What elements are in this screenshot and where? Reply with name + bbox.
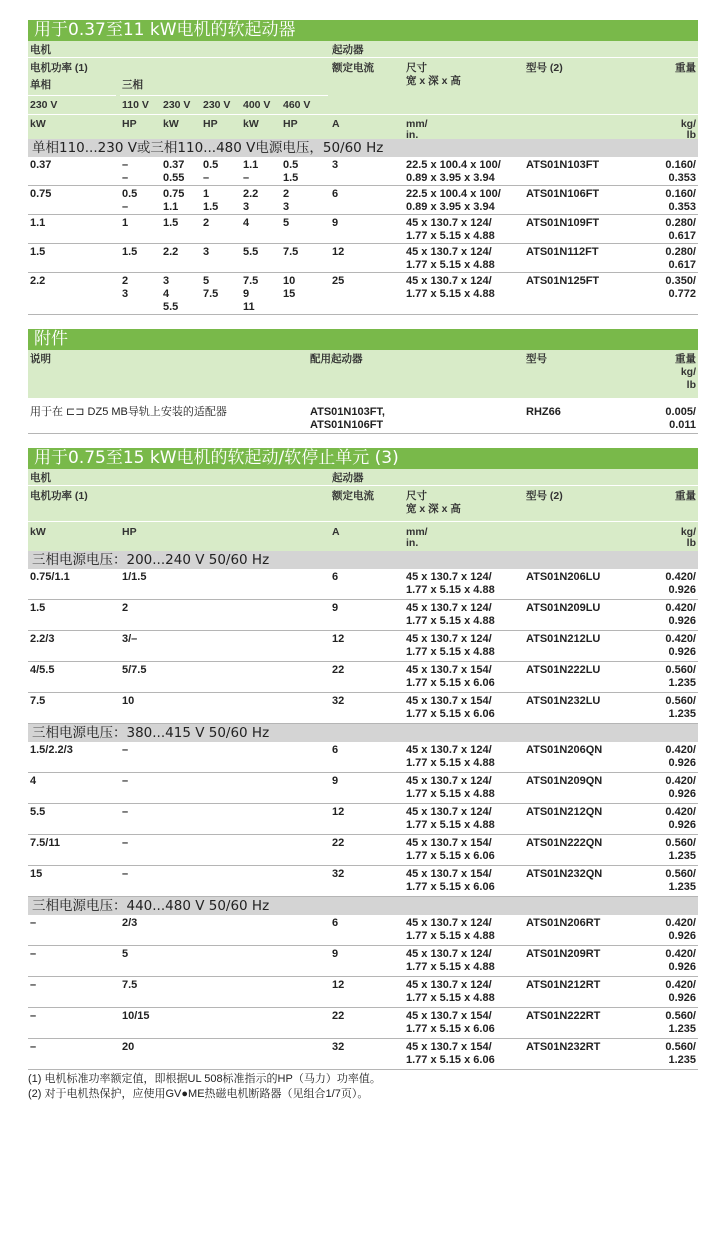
cell-model: ATS01N222RT [526, 1010, 601, 1022]
cell-hp: – [122, 868, 129, 880]
cell-current: 12 [332, 633, 345, 645]
u-in: in. [406, 129, 419, 141]
footnote-2: (2) 对于电机热保护，应使用GV●ME热磁电机断路器（见组合1/7页）。 [28, 1088, 369, 1100]
cell-kw-400: 7.5 9 11 [243, 275, 259, 313]
cell-hp-460: 2 3 [283, 188, 290, 213]
cell-current: 32 [332, 868, 345, 880]
h-model: 型号 (2) [526, 62, 563, 74]
cell-model: ATS01N212RT [526, 979, 601, 991]
v-460: 460 V [283, 99, 311, 111]
u-a: A [332, 118, 340, 130]
cell-hp-460: 0.5 1.5 [283, 159, 299, 184]
cell-kw: 1.5/2.2/3 [30, 744, 73, 756]
cell-dimensions: 22.5 x 100.4 x 100/ 0.89 x 3.95 x 3.94 [406, 159, 501, 184]
cell-model: ATS01N206LU [526, 571, 601, 583]
cell-dimensions: 45 x 130.7 x 124/ 1.77 x 5.15 x 4.88 [406, 246, 495, 271]
cell-dimensions: 45 x 130.7 x 124/ 1.77 x 5.15 x 4.88 [406, 775, 495, 800]
cell-kw-single: 1.5 [30, 246, 46, 258]
h-kg: kg/ [680, 366, 696, 378]
u-lb: lb [686, 537, 696, 549]
cell-current: 12 [332, 246, 345, 258]
unit-row [28, 631, 698, 662]
cell-current: 32 [332, 695, 345, 707]
accessory-row [28, 398, 698, 434]
cell-kw-single: 1.1 [30, 217, 46, 229]
cell-kw: – [30, 948, 37, 960]
catalog-page [28, 20, 698, 1102]
h-single: 单相 [30, 79, 51, 91]
cell-current: 32 [332, 1041, 345, 1053]
cell-current: 6 [332, 744, 339, 756]
cell-weight: 0.420/ 0.926 [665, 744, 696, 769]
cell-model: ATS01N109FT [526, 217, 600, 229]
u-kw: kW [30, 118, 46, 130]
cell-model: ATS01N232LU [526, 695, 601, 707]
cell-weight: 0.280/ 0.617 [665, 246, 696, 271]
cell-hp: – [122, 806, 129, 818]
starter-row [28, 244, 698, 273]
cell-hp-110: 1 [122, 217, 129, 229]
cell-kw-230: 0.37 0.55 [163, 159, 185, 184]
cell-current: 25 [332, 275, 345, 287]
u-mm: mm/ [406, 526, 428, 538]
cell-kw: – [30, 1041, 37, 1053]
u-hp: HP [122, 118, 137, 130]
cell-hp: 10/15 [122, 1010, 150, 1022]
cell-model: ATS01N206RT [526, 917, 601, 929]
cell-kw-400: 5.5 [243, 246, 259, 258]
v-400: 400 V [243, 99, 271, 111]
cell-hp: 3/– [122, 633, 138, 645]
unit-row [28, 569, 698, 600]
cell-current: 6 [332, 571, 339, 583]
h-power: 电机功率 (1) [30, 490, 88, 502]
cell-hp: 7.5 [122, 979, 138, 991]
cell-hp: 5/7.5 [122, 664, 147, 676]
cell-weight: 0.350/ 0.772 [665, 275, 696, 300]
cell-hp: 5 [122, 948, 129, 960]
cell-weight: 0.160/ 0.353 [665, 188, 696, 213]
footnote-1: (1) 电机标准功率额定值，即根据UL 508标准指示的HP（马力）功率值。 [28, 1073, 381, 1085]
h-starter: 起动器 [332, 44, 364, 56]
cell-hp-110: 0.5 – [122, 188, 138, 213]
h-current: 额定电流 [332, 490, 374, 502]
h-model: 型号 (2) [526, 490, 563, 502]
section3-header [28, 469, 698, 551]
cell-kw: 15 [30, 868, 43, 880]
cell-dimensions: 45 x 130.7 x 154/ 1.77 x 5.15 x 6.06 [406, 1010, 495, 1035]
cell-dimensions: 45 x 130.7 x 124/ 1.77 x 5.15 x 4.88 [406, 633, 495, 658]
unit-row [28, 1008, 698, 1039]
cell-weight: 0.420/ 0.926 [665, 917, 696, 942]
section3-title: 用于0.75至15 kW电机的软起动/软停止单元 (3) [28, 448, 698, 469]
cell-dimensions: 45 x 130.7 x 154/ 1.77 x 5.15 x 6.06 [406, 868, 495, 893]
cell-model: ATS01N212QN [526, 806, 603, 818]
cell-kw-230: 0.75 1.1 [163, 188, 185, 213]
u-mm: mm/ [406, 118, 428, 130]
u-hp: HP [283, 118, 298, 130]
cell-dimensions: 45 x 130.7 x 124/ 1.77 x 5.15 x 4.88 [406, 948, 495, 973]
cell-kw-single: 2.2 [30, 275, 46, 287]
section2-header [28, 350, 698, 398]
cell-model: ATS01N206QN [526, 744, 603, 756]
voltage-band: 三相电源电压：200...240 V 50/60 Hz [28, 551, 698, 569]
u-kw: kW [163, 118, 179, 130]
starter-row [28, 215, 698, 244]
cell-model: ATS01N112FT [526, 246, 599, 258]
cell-kw: – [30, 1010, 37, 1022]
cell-kw-400: 2.2 3 [243, 188, 259, 213]
h-three: 三相 [122, 79, 143, 91]
cell-kw-230: 3 4 5.5 [163, 275, 179, 313]
cell-hp: 2 [122, 602, 129, 614]
cell-model: ATS01N209RT [526, 948, 601, 960]
cell-hp-110: 2 3 [122, 275, 129, 300]
cell-dimensions: 45 x 130.7 x 124/ 1.77 x 5.15 x 4.88 [406, 217, 495, 242]
cell-kw: – [30, 979, 37, 991]
u-kw: kW [30, 526, 46, 538]
cell-current: 22 [332, 837, 345, 849]
u-in: in. [406, 537, 419, 549]
unit-row [28, 977, 698, 1008]
cell-kw: 4/5.5 [30, 664, 55, 676]
cell-dimensions: 22.5 x 100.4 x 100/ 0.89 x 3.95 x 3.94 [406, 188, 501, 213]
cell-kw-400: 4 [243, 217, 250, 229]
cell-current: 12 [332, 806, 345, 818]
cell-weight: 0.560/ 1.235 [665, 837, 696, 862]
cell-kw: – [30, 917, 37, 929]
accessory-weight: 0.005/ 0.011 [665, 406, 696, 431]
cell-dimensions: 45 x 130.7 x 124/ 1.77 x 5.15 x 4.88 [406, 275, 495, 300]
cell-dimensions: 45 x 130.7 x 154/ 1.77 x 5.15 x 6.06 [406, 664, 495, 689]
unit-row [28, 946, 698, 977]
cell-model: ATS01N232QN [526, 868, 603, 880]
h-current: 额定电流 [332, 62, 374, 74]
unit-row [28, 866, 698, 897]
cell-current: 9 [332, 775, 339, 787]
cell-model: ATS01N209QN [526, 775, 603, 787]
u-hp: HP [122, 526, 137, 538]
cell-weight: 0.560/ 1.235 [665, 1010, 696, 1035]
cell-kw-single: 0.75 [30, 188, 52, 200]
h-motor: 电机 [30, 44, 51, 56]
unit-row [28, 804, 698, 835]
cell-hp-460: 10 15 [283, 275, 296, 300]
h-weight: 重量 [675, 490, 696, 502]
h-dims: 尺寸 [406, 62, 427, 74]
h-weight: 重量 [675, 62, 696, 74]
cell-current: 22 [332, 1010, 345, 1022]
cell-current: 22 [332, 664, 345, 676]
h-starter: 起动器 [332, 472, 364, 484]
u-kw: kW [243, 118, 259, 130]
cell-weight: 0.160/ 0.353 [665, 159, 696, 184]
cell-weight: 0.420/ 0.926 [665, 633, 696, 658]
cell-dimensions: 45 x 130.7 x 124/ 1.77 x 5.15 x 4.88 [406, 979, 495, 1004]
section3-groups [28, 551, 698, 1070]
unit-row [28, 693, 698, 724]
cell-weight: 0.560/ 1.235 [665, 664, 696, 689]
cell-hp: 2/3 [122, 917, 138, 929]
cell-model: ATS01N222LU [526, 664, 601, 676]
cell-dimensions: 45 x 130.7 x 154/ 1.77 x 5.15 x 6.06 [406, 695, 495, 720]
cell-kw: 7.5/11 [30, 837, 60, 849]
unit-row [28, 835, 698, 866]
accessory-starters: ATS01N103FT, ATS01N106FT [310, 406, 385, 431]
h-dims: 尺寸 [406, 490, 427, 502]
section2-title: 附件 [28, 329, 698, 350]
v-230a: 230 V [163, 99, 191, 111]
cell-current: 9 [332, 602, 339, 614]
cell-current: 6 [332, 188, 339, 200]
cell-kw-single: 0.37 [30, 159, 52, 171]
cell-model: ATS01N232RT [526, 1041, 601, 1053]
cell-model: ATS01N212LU [526, 633, 601, 645]
h-lb: lb [686, 379, 696, 391]
h-starter: 配用起动器 [310, 353, 363, 365]
unit-row [28, 662, 698, 693]
starter-row [28, 186, 698, 215]
u-a: A [332, 526, 340, 538]
cell-hp-230: 0.5 – [203, 159, 219, 184]
cell-current: 9 [332, 217, 339, 229]
starter-row [28, 273, 698, 315]
cell-hp-460: 7.5 [283, 246, 299, 258]
voltage-band: 三相电源电压：440...480 V 50/60 Hz [28, 897, 698, 915]
cell-hp: – [122, 744, 129, 756]
cell-hp-110: – – [122, 159, 129, 184]
cell-model: ATS01N106FT [526, 188, 600, 200]
cell-kw: 7.5 [30, 695, 46, 707]
unit-row [28, 600, 698, 631]
cell-current: 12 [332, 979, 345, 991]
cell-current: 6 [332, 917, 339, 929]
h-weight: 重量 [675, 353, 696, 365]
cell-hp: 1/1.5 [122, 571, 147, 583]
u-kg: kg/ [680, 526, 696, 538]
footnotes [28, 1072, 698, 1102]
cell-hp-110: 1.5 [122, 246, 138, 258]
cell-hp: 10 [122, 695, 135, 707]
cell-kw: 0.75/1.1 [30, 571, 70, 583]
cell-kw-400: 1.1 – [243, 159, 259, 184]
h-motor: 电机 [30, 472, 51, 484]
unit-row [28, 742, 698, 773]
cell-dimensions: 45 x 130.7 x 124/ 1.77 x 5.15 x 4.88 [406, 806, 495, 831]
cell-weight: 0.420/ 0.926 [665, 806, 696, 831]
u-kg: kg/ [680, 118, 696, 130]
cell-model: ATS01N125FT [526, 275, 600, 287]
cell-weight: 0.420/ 0.926 [665, 571, 696, 596]
voltage-band: 三相电源电压：380...415 V 50/60 Hz [28, 724, 698, 742]
cell-hp-460: 5 [283, 217, 290, 229]
cell-weight: 0.560/ 1.235 [665, 1041, 696, 1066]
unit-row [28, 1039, 698, 1070]
cell-weight: 0.280/ 0.617 [665, 217, 696, 242]
cell-dimensions: 45 x 130.7 x 124/ 1.77 x 5.15 x 4.88 [406, 602, 495, 627]
cell-dimensions: 45 x 130.7 x 124/ 1.77 x 5.15 x 4.88 [406, 744, 495, 769]
v-230: 230 V [30, 99, 58, 111]
h-model: 型号 [526, 353, 547, 365]
h-power: 电机功率 (1) [30, 62, 88, 74]
cell-current: 9 [332, 948, 339, 960]
cell-model: ATS01N222QN [526, 837, 603, 849]
cell-kw: 2.2/3 [30, 633, 55, 645]
cell-dimensions: 45 x 130.7 x 154/ 1.77 x 5.15 x 6.06 [406, 1041, 495, 1066]
cell-kw-230: 1.5 [163, 217, 179, 229]
cell-kw: 4 [30, 775, 37, 787]
cell-hp: – [122, 837, 129, 849]
cell-dimensions: 45 x 130.7 x 124/ 1.77 x 5.15 x 4.88 [406, 917, 495, 942]
unit-row [28, 915, 698, 946]
u-hp: HP [203, 118, 218, 130]
cell-model: ATS01N209LU [526, 602, 601, 614]
section1-rows [28, 157, 698, 315]
cell-weight: 0.420/ 0.926 [665, 979, 696, 1004]
cell-kw: 5.5 [30, 806, 46, 818]
cell-weight: 0.420/ 0.926 [665, 602, 696, 627]
cell-weight: 0.420/ 0.926 [665, 775, 696, 800]
h-dims2: 宽 x 深 x 高 [406, 503, 461, 515]
cell-dimensions: 45 x 130.7 x 154/ 1.77 x 5.15 x 6.06 [406, 837, 495, 862]
cell-model: ATS01N103FT [526, 159, 600, 171]
cell-kw: 1.5 [30, 602, 46, 614]
h-dims2: 宽 x 深 x 高 [406, 75, 461, 87]
cell-hp-230: 1 1.5 [203, 188, 219, 213]
u-lb: lb [686, 129, 696, 141]
v-230b: 230 V [203, 99, 231, 111]
cell-weight: 0.560/ 1.235 [665, 695, 696, 720]
cell-current: 3 [332, 159, 339, 171]
h-desc: 说明 [30, 353, 51, 365]
accessory-model: RHZ66 [526, 406, 561, 418]
section1-title: 用于0.37至11 kW电机的软起动器 [28, 20, 698, 41]
cell-hp-230: 3 [203, 246, 210, 258]
starter-row [28, 157, 698, 186]
cell-hp: – [122, 775, 129, 787]
section1-header [28, 41, 698, 139]
cell-dimensions: 45 x 130.7 x 124/ 1.77 x 5.15 x 4.88 [406, 571, 495, 596]
cell-weight: 0.420/ 0.926 [665, 948, 696, 973]
section1-band: 单相110...230 V或三相110...480 V电源电压，50/60 Hz [28, 139, 698, 157]
cell-kw-230: 2.2 [163, 246, 179, 258]
cell-hp-230: 5 7.5 [203, 275, 219, 300]
unit-row [28, 773, 698, 804]
accessory-desc: 用于在 ⊏⊐ DZ5 MB导轨上安装的适配器 [30, 406, 227, 418]
cell-weight: 0.560/ 1.235 [665, 868, 696, 893]
v-110: 110 V [122, 99, 149, 111]
cell-hp: 20 [122, 1041, 135, 1053]
cell-hp-230: 2 [203, 217, 210, 229]
